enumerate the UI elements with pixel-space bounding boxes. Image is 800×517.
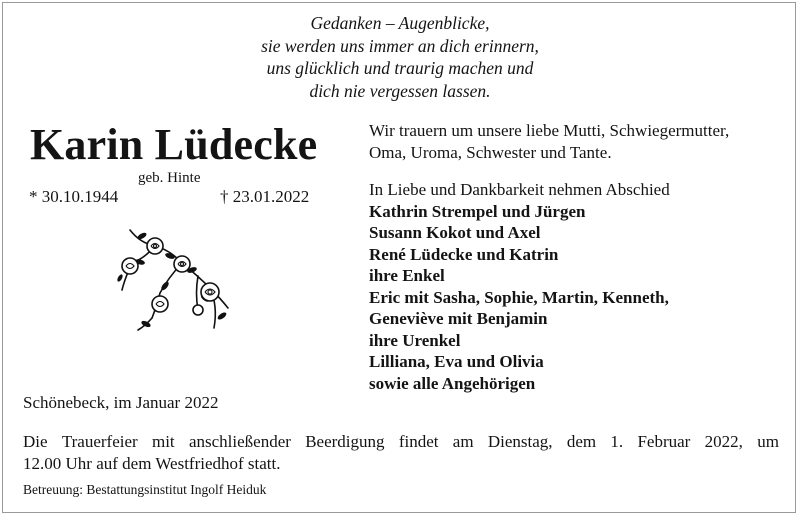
maiden-name: geb. Hinte bbox=[138, 170, 201, 186]
mourner-line: sowie alle Angehörigen bbox=[369, 373, 536, 393]
poem-line: uns glücklich und traurig machen und bbox=[266, 58, 534, 78]
farewell-line: In Liebe und Dankbarkeit nehmen Abschied bbox=[369, 180, 670, 199]
service-word: Trauerfeier bbox=[61, 432, 138, 451]
place-and-date: Schönebeck, im Januar 2022 bbox=[23, 393, 219, 412]
service-word: Beerdigung bbox=[305, 432, 385, 451]
service-word: mit bbox=[151, 432, 175, 451]
roses-icon bbox=[110, 218, 245, 336]
service-word: 2022, bbox=[704, 432, 743, 451]
intro-line: Oma, Uroma, Schwester und Tante. bbox=[369, 142, 612, 162]
service-word: am bbox=[452, 432, 474, 451]
mourner-line: ihre Enkel bbox=[369, 266, 445, 285]
service-line-2: 12.00 Uhr auf dem Westfriedhof statt. bbox=[23, 454, 281, 473]
mourner-line: Susann Kokot und Axel bbox=[369, 223, 541, 242]
service-word: Die bbox=[23, 432, 48, 451]
mourner-line: Geneviève mit Benjamin bbox=[369, 309, 548, 328]
mourner-line: René Lüdecke und Katrin bbox=[369, 244, 559, 264]
poem bbox=[0, 12, 800, 102]
death-date: † 23.01.2022 bbox=[220, 187, 310, 206]
poem-line: sie werden uns immer an dich erinnern, bbox=[261, 35, 539, 56]
poem-line: Gedanken – Augenblicke, bbox=[310, 13, 490, 33]
birth-date: * 30.10.1944 bbox=[29, 187, 119, 206]
mourner-line: ihre Urenkel bbox=[369, 330, 461, 350]
service-word: Dienstag, bbox=[487, 432, 553, 451]
mourner-line: Eric mit Sasha, Sophie, Martin, Kenneth, bbox=[369, 287, 669, 307]
service-word: findet bbox=[398, 432, 439, 451]
spacer bbox=[369, 163, 729, 179]
service-word: 1. bbox=[610, 432, 624, 451]
service-line-1 bbox=[23, 431, 779, 453]
service-word: Februar bbox=[637, 432, 691, 451]
intro-line: Wir trauern um unsere liebe Mutti, Schwiegermutter, bbox=[369, 121, 730, 140]
service-word: dem bbox=[566, 432, 597, 451]
mourner-line: Kathrin Strempel und Jürgen bbox=[369, 201, 586, 221]
mourner-line: Lilliana, Eva und Olivia bbox=[369, 352, 544, 371]
service-word: anschließender bbox=[188, 432, 291, 451]
funeral-home-note: Betreuung: Bestattungsinstitut Ingolf Heiduk bbox=[23, 482, 267, 497]
funeral-service-notice bbox=[23, 431, 779, 475]
poem-line: dich nie vergessen lassen. bbox=[309, 80, 491, 101]
deceased-name: Karin Lüdecke bbox=[30, 120, 318, 169]
mourning-notice bbox=[369, 120, 729, 394]
service-word: um bbox=[757, 432, 779, 451]
